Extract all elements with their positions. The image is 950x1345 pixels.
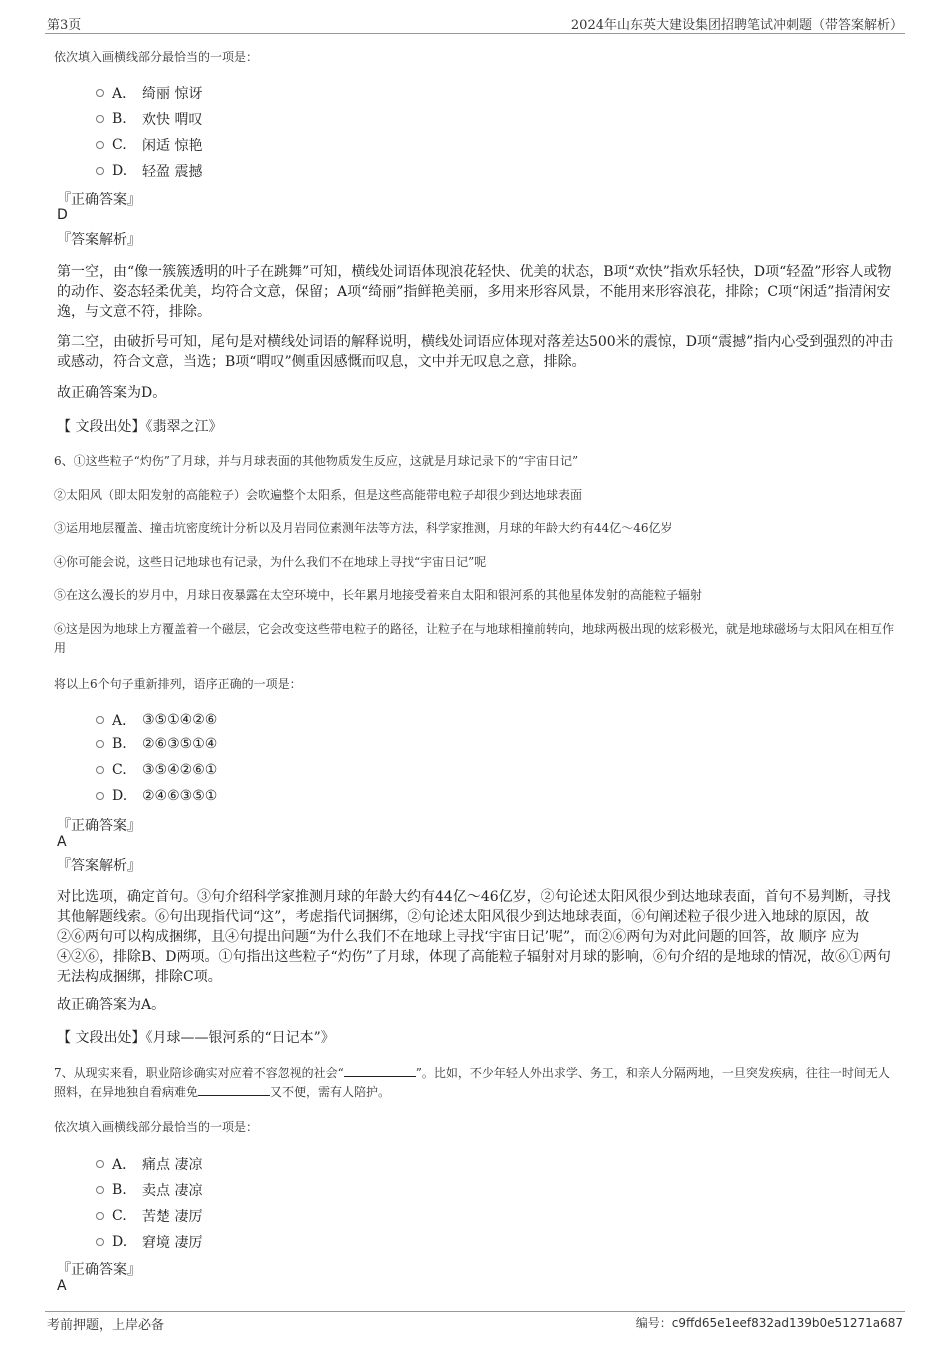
document-title: 2024年山东英大建设集团招聘笔试冲刺题（带答案解析） [570, 18, 903, 33]
document-id: 编号：c9ffd65e1eef832ad139b0e51271a687 [635, 1316, 903, 1330]
q7-stem-part: 又不便，需有人陪护。 [270, 1085, 391, 1099]
q5-answer: D [57, 207, 68, 223]
q5-answer-label: 『正确答案』 [57, 192, 141, 208]
option-text: 窘境 凄厉 [142, 1235, 203, 1251]
q5-option-a[interactable] [96, 83, 202, 103]
q7-answer-label: 『正确答案』 [57, 1262, 141, 1278]
q7-stem-part: 7、从现实来看，职业陪诊确实对应着不容忽视的社会“ [54, 1066, 344, 1080]
q7-stem-part: ”。比如，不少年轻人外出求学、务工，和亲人分隔两地，一旦突发疾病，往往一时间无人照料，在异地独自看病难免 [54, 1066, 890, 1099]
q5-option-d[interactable] [96, 161, 202, 181]
option-letter: B. [112, 736, 127, 752]
q5-source: 【 文段出处】《翡翠之江》 [57, 419, 223, 435]
footer-divider [45, 1311, 905, 1312]
option-letter: A． [112, 713, 137, 729]
radio-icon[interactable] [96, 115, 104, 123]
q5-option-b[interactable] [96, 109, 202, 129]
q7-option-d[interactable] [96, 1232, 202, 1252]
option-text: 欢快 喟叹 [142, 112, 203, 128]
q7-option-a[interactable] [96, 1154, 202, 1174]
radio-icon[interactable] [96, 716, 104, 724]
q6-sentence: ④你可能会说，这些日记地球也有记录，为什么我们不在地球上寻找“宇宙日记”呢 [54, 555, 487, 569]
radio-icon[interactable] [96, 792, 104, 800]
radio-icon[interactable] [96, 89, 104, 97]
option-text: 卖点 凄凉 [142, 1183, 203, 1199]
radio-icon[interactable] [96, 740, 104, 748]
footer-slogan: 考前押题，上岸必备 [47, 1318, 165, 1333]
radio-icon[interactable] [96, 766, 104, 774]
option-letter: C. [112, 137, 127, 153]
radio-icon[interactable] [96, 141, 104, 149]
radio-icon[interactable] [96, 1238, 104, 1246]
option-text: ②④⑥③⑤① [142, 788, 218, 804]
radio-icon[interactable] [96, 167, 104, 175]
q6-answer-label: 『正确答案』 [57, 818, 141, 834]
q5-analysis-paragraph: 第一空，由“像一簇簇透明的叶子在跳舞”可知，横线处词语体现浪花轻快、优美的状态，B项“欢快”指欢乐轻快，D项“轻盈”形容人或物的动作、姿态轻柔优美，均符合文意，保留；A项“绮丽”指鲜艳美丽，多用来形容风景，不能用来形容浪花，排除；C项“闲适”指清闲安逸，与文意不符，排除。 [57, 264, 892, 320]
q6-option-c[interactable] [96, 762, 217, 778]
radio-icon[interactable] [96, 1186, 104, 1194]
option-letter: A． [112, 1157, 137, 1173]
q7-stem [54, 1064, 899, 1102]
option-text: ②⑥③⑤①④ [142, 736, 218, 752]
fill-blank [198, 1085, 270, 1096]
option-text: ③⑤①④②⑥ [142, 712, 218, 728]
q5-conclusion: 故正确答案为D。 [57, 385, 167, 401]
option-letter: D. [112, 1234, 128, 1250]
q7-stem-tail: 依次填入画横线部分最恰当的一项是： [54, 1120, 259, 1134]
q5-option-c[interactable] [96, 135, 202, 155]
q7-option-b[interactable] [96, 1180, 202, 1200]
q6-stem: 将以上6个句子重新排列，语序正确的一项是： [54, 677, 302, 691]
option-text: 痛点 凄凉 [142, 1157, 203, 1173]
page-number: 第3页 [47, 18, 82, 33]
option-text: 绮丽 惊讶 [142, 86, 203, 102]
option-letter: D. [112, 788, 128, 804]
option-letter: C. [112, 762, 127, 778]
q5-stem-tail: 依次填入画横线部分最恰当的一项是： [54, 50, 259, 64]
q6-analysis-paragraph: 对比选项，确定首句。③句介绍科学家推测月球的年龄大约有44亿～46亿岁，②句论述太阳风很少到达地球表面，首句不易判断，寻找其他解题线索。⑥句出现指代词“这”，考虑指代词捆绑，②句论述太阳风很少到达地球表面，⑥句阐述粒子很少进入地球的原因，故②⑥两句可以构成捆绑，且④句提出问题“为什么我们不在地球上寻找‘宇宙日记’呢”，而②⑥两句为对此问题的回答，故 顺序 应为④②⑥，排除B、D两项。①句指出这些粒子“灼伤”了月球，体现了高能粒子辐射对月球的影响，⑥句介绍的是地球的情况，故⑥①两句无法构成捆绑，排除C项。 [57, 889, 891, 985]
q6-option-a[interactable] [96, 710, 217, 730]
q5-analysis-label: 『答案解析』 [57, 232, 141, 248]
radio-icon[interactable] [96, 1212, 104, 1220]
q6-answer: A [57, 834, 67, 850]
q6-conclusion: 故正确答案为A。 [57, 997, 166, 1013]
option-letter: B. [112, 111, 127, 127]
q6-analysis-label: 『答案解析』 [57, 858, 141, 874]
fill-blank [344, 1066, 416, 1077]
q6-sentence: 6、①这些粒子“灼伤”了月球，并与月球表面的其他物质发生反应，这就是月球记录下的“宇宙日记” [54, 454, 579, 468]
q6-option-b[interactable] [96, 736, 217, 752]
q6-sentence: ③运用地层覆盖、撞击坑密度统计分析以及月岩同位素测年法等方法，科学家推测，月球的年龄大约有44亿～46亿岁 [54, 521, 673, 535]
option-letter: B. [112, 1182, 127, 1198]
q6-option-d[interactable] [96, 788, 217, 804]
header-divider [45, 33, 905, 34]
option-text: ③⑤④②⑥① [142, 762, 218, 778]
q6-sentence: ⑥这是因为地球上方覆盖着一个磁层，它会改变这些带电粒子的路径，让粒子在与地球相撞前转向，地球两极出现的炫彩极光，就是地球磁场与太阳风在相互作用 [54, 622, 895, 655]
q6-sentence: ②太阳风（即太阳发射的高能粒子）会吹遍整个太阳系，但是这些高能带电粒子却很少到达地球表面 [54, 488, 583, 502]
q6-source: 【 文段出处】《月球——银河系的“日记本”》 [57, 1030, 335, 1046]
option-letter: D. [112, 163, 128, 179]
q6-sentence: ⑤在这么漫长的岁月中，月球日夜暴露在太空环境中，长年累月地接受着来自太阳和银河系的其他星体发射的高能粒子辐射 [54, 588, 703, 602]
option-letter: C. [112, 1208, 127, 1224]
option-text: 轻盈 震撼 [142, 164, 203, 180]
q7-option-c[interactable] [96, 1206, 202, 1226]
option-letter: A． [112, 86, 137, 102]
option-text: 苦楚 凄厉 [142, 1209, 203, 1225]
radio-icon[interactable] [96, 1160, 104, 1168]
q5-analysis-paragraph: 第二空，由破折号可知，尾句是对横线处词语的解释说明，横线处词语应体现对落差达500米的震惊，D项“震撼”指内心受到强烈的冲击或感动，符合文意，当选；B项“喟叹”侧重因感慨而叹息，文中并无叹息之意，排除。 [57, 334, 894, 370]
option-text: 闲适 惊艳 [142, 138, 203, 154]
q7-answer: A [57, 1278, 67, 1294]
